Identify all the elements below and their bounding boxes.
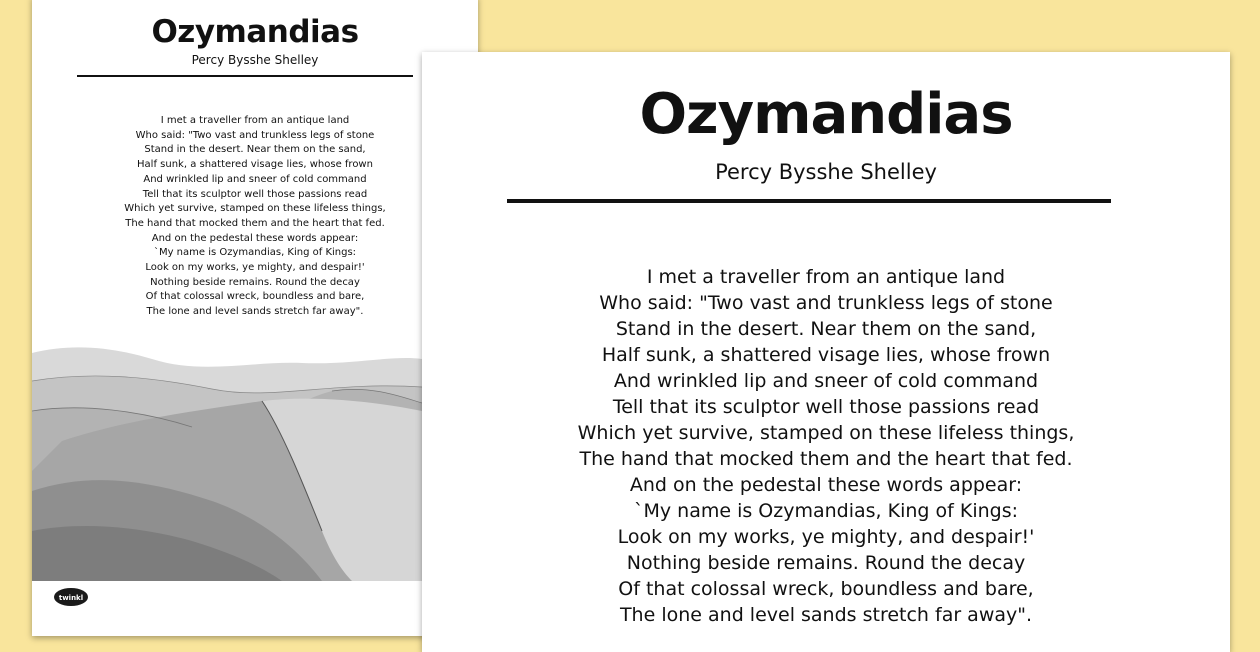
poem-line: Who said: "Two vast and trunkless legs of stone	[599, 292, 1053, 314]
poem-line: Half sunk, a shattered visage lies, whose frown	[601, 344, 1051, 366]
poem-author: Percy Bysshe Shelley	[715, 160, 937, 184]
poem-line: Of that colossal wreck, boundless and bare,	[145, 291, 365, 303]
poem-line: And on the pedestal these words appear:	[151, 232, 359, 244]
logo-text: twinkl	[58, 594, 84, 602]
poem-line: The hand that mocked them and the heart that fed.	[579, 448, 1073, 470]
desert-dunes-illustration	[32, 341, 422, 581]
poem-line: The lone and level sands stretch far away".	[146, 306, 364, 318]
poem-line: Stand in the desert. Near them on the sand,	[615, 318, 1037, 340]
poem-title: Ozymandias	[151, 14, 359, 50]
poem-line: The lone and level sands stretch far away".	[619, 604, 1033, 626]
poem-line: Nothing beside remains. Round the decay	[150, 276, 360, 288]
poem-line: And on the pedestal these words appear:	[629, 474, 1023, 496]
poem-line: Look on my works, ye mighty, and despair!'	[145, 262, 365, 274]
title-divider	[77, 75, 413, 77]
poem-line: I met a traveller from an antique land	[160, 115, 350, 126]
brand-logo	[52, 586, 90, 608]
poem-line: Stand in the desert. Near them on the sand,	[144, 144, 366, 156]
poem-line: And wrinkled lip and sneer of cold command	[143, 173, 367, 185]
title-divider	[507, 199, 1111, 203]
poem-line: Which yet survive, stamped on these lifeless things,	[124, 203, 386, 215]
poem-line: The hand that mocked them and the heart that fed.	[125, 217, 385, 229]
poem-author: Percy Bysshe Shelley	[191, 53, 319, 67]
worksheet-back	[32, 0, 478, 636]
poem-line: And wrinkled lip and sneer of cold command	[613, 370, 1039, 392]
poem-line: `My name is Ozymandias, King of Kings:	[153, 247, 357, 259]
poem-line: Look on my works, ye mighty, and despair!'	[617, 526, 1035, 548]
poem-line: `My name is Ozymandias, King of Kings:	[633, 500, 1019, 522]
poem-line: I met a traveller from an antique land	[646, 266, 1006, 288]
poem-text	[32, 114, 478, 320]
poem-line: Half sunk, a shattered visage lies, whose frown	[137, 159, 373, 171]
poem-line: Who said: "Two vast and trunkless legs of stone	[135, 129, 375, 141]
poem-title: Ozymandias	[639, 82, 1013, 147]
poem-line: Tell that its sculptor well those passions read	[142, 188, 368, 200]
poem-text	[422, 264, 1230, 628]
poem-line: Tell that its sculptor well those passions read	[612, 396, 1040, 418]
poem-line: Which yet survive, stamped on these lifeless things,	[577, 422, 1075, 444]
poem-line: Nothing beside remains. Round the decay	[626, 552, 1026, 574]
poem-line: Of that colossal wreck, boundless and bare,	[618, 578, 1034, 600]
worksheet-front	[422, 52, 1230, 652]
